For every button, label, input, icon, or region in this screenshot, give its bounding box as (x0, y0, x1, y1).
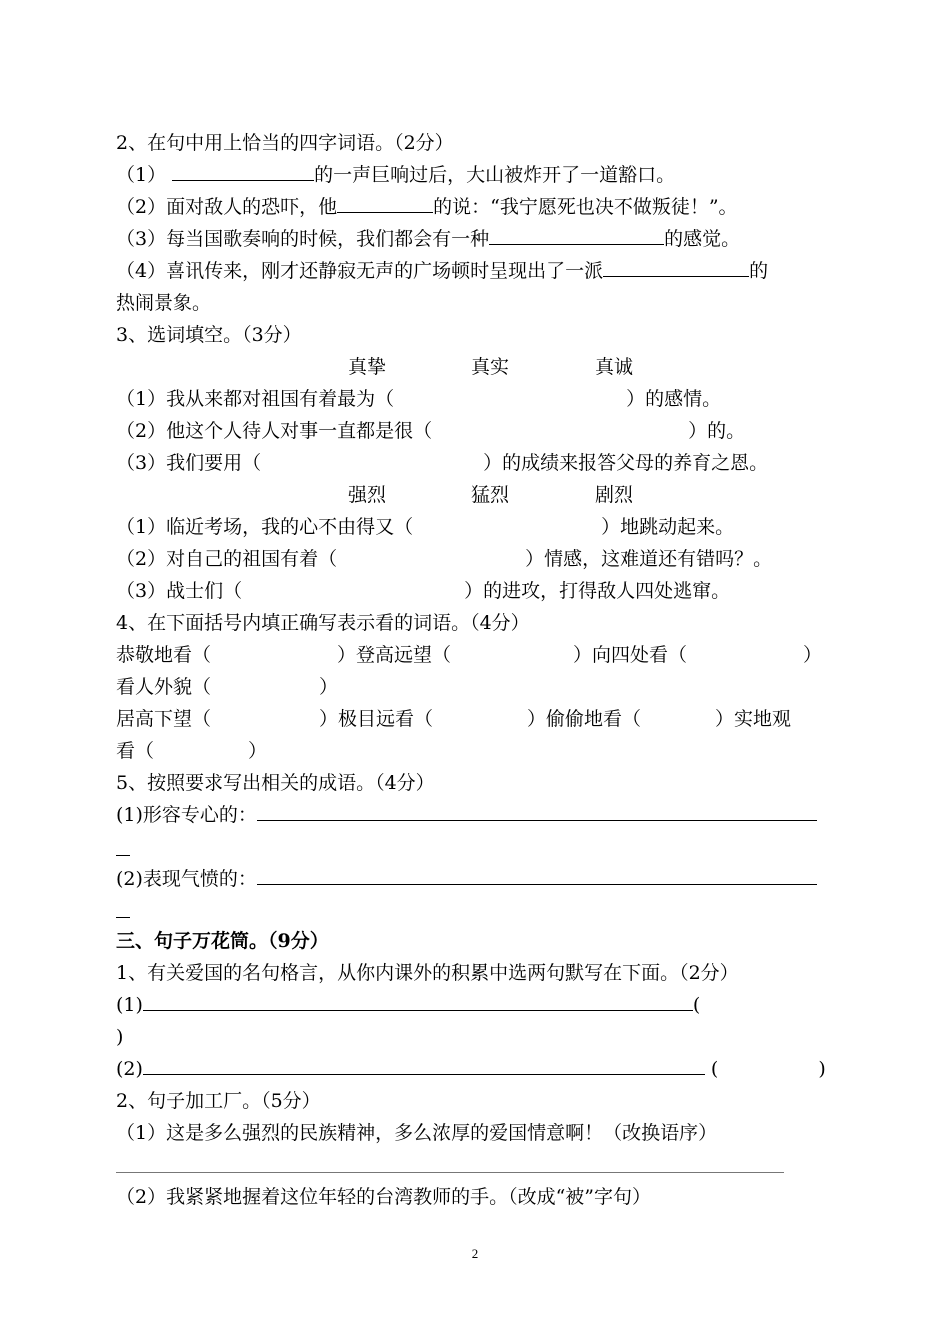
q4-row-3 (116, 706, 791, 732)
q2-item-3 (116, 226, 740, 252)
look-word-label: ）登高远望（ (337, 644, 452, 666)
q4-row-4 (116, 738, 267, 764)
q3b-item-1 (116, 514, 734, 540)
q3b-item-3 (116, 578, 730, 604)
paren-open: ( (692, 994, 701, 1016)
q3b-item-2 (116, 546, 772, 572)
q5-item-1 (116, 802, 817, 828)
item-text-after: 的说：“我宁愿死也决不做叛徒！”。 (433, 196, 738, 218)
item-text-after: ）的。 (688, 420, 746, 442)
q2-item-4 (116, 258, 768, 284)
item-text-after: 的一声巨响过后，大山被炸开了一道豁口。 (314, 164, 676, 186)
paren-close: ) (818, 1058, 826, 1080)
item-number: （2） (116, 548, 167, 570)
answer-line[interactable] (143, 992, 693, 1011)
paren-close: ） (248, 740, 268, 762)
q4-heading: 4、在下面括号内填正确写表示看的词语。（4分） (116, 612, 530, 634)
answer-line-wrap (116, 855, 130, 856)
q5-heading: 5、按照要求写出相关的成语。（4分） (116, 772, 435, 794)
answer-line[interactable] (143, 1056, 705, 1075)
look-word-label: ）实地观 (715, 708, 792, 730)
q2-heading: 2、在句中用上恰当的四字词语。（2分） (116, 132, 454, 154)
page-number: 2 (471, 1246, 479, 1261)
paren-close: ） (319, 676, 339, 698)
look-word-label: 居高下望（ (116, 708, 212, 730)
q3-options-a (348, 354, 633, 380)
q3a-item-3 (116, 450, 768, 476)
item-text-before: 临近考场，我的心不由得又（ (166, 516, 414, 538)
answer-line[interactable] (116, 1172, 784, 1173)
answer-blank[interactable] (337, 194, 433, 213)
look-word-label: ）向四处看（ (573, 644, 688, 666)
item-label: (2)表现气愤的： (116, 868, 257, 890)
item-number: （2） (116, 420, 167, 442)
paren-close: ） (803, 644, 823, 666)
item-number: （2） (116, 196, 167, 218)
q3a-item-1 (116, 386, 721, 412)
item-label: (1) (116, 994, 143, 1016)
item-label: (1)形容专心的： (116, 804, 257, 826)
q2-item-2 (116, 194, 738, 220)
answer-blank[interactable] (489, 226, 664, 245)
q5-item-2 (116, 866, 817, 892)
q2-item-4-continued: 热闹景象。 (116, 292, 212, 314)
item-text-before: 我们要用（ (166, 452, 262, 474)
q4-row-2 (116, 674, 338, 700)
word-option: 真实 (471, 356, 510, 378)
item-number: （3） (116, 228, 167, 250)
item-label: (2) (116, 1058, 143, 1080)
paren-open: ( (710, 1058, 719, 1080)
answer-blank[interactable] (172, 162, 314, 181)
item-text-after: 的感觉。 (664, 228, 741, 250)
item-text-after: ）的感情。 (626, 388, 722, 410)
word-option: 猛烈 (471, 484, 510, 506)
look-word-label: ）偷偷地看（ (527, 708, 642, 730)
q3-options-b (348, 482, 633, 508)
word-option: 强烈 (348, 484, 387, 506)
section-3-heading: 三、句子万花筒。（9分） (116, 930, 329, 952)
item-text-before: 面对敌人的恐吓，他 (166, 196, 338, 218)
q3-heading: 3、选词填空。（3分） (116, 324, 302, 346)
s3-q2-item-1: （1）这是多么强烈的民族精神，多么浓厚的爱国情意啊！（改换语序） (116, 1122, 718, 1144)
item-text-before: 我从来都对祖国有着最为（ (166, 388, 395, 410)
item-text-after: ）的进攻，打得敌人四处逃窜。 (464, 580, 731, 602)
answer-blank[interactable] (603, 258, 749, 277)
s3-q1-item-1-paren: ) (116, 1026, 124, 1048)
item-number: （3） (116, 580, 167, 602)
item-number: （1） (116, 388, 167, 410)
item-number: （4） (116, 260, 167, 282)
item-text-before: 他这个人待人对事一直都是很（ (166, 420, 433, 442)
s3-q2-item-2: （2）我紧紧地握着这位年轻的台湾教师的手。（改成“被”字句） (116, 1186, 652, 1208)
look-word-label: ）极目远看（ (319, 708, 434, 730)
item-number: （1） (116, 164, 167, 186)
item-text-before: 战士们（ (166, 580, 243, 602)
q3a-item-2 (116, 418, 745, 444)
item-text-before: 喜讯传来，刚才还静寂无声的广场顿时呈现出了一派 (166, 260, 604, 282)
s3-q1-heading: 1、有关爱国的名句格言，从你内课外的积累中选两句默写在下面。（2分） (116, 962, 739, 984)
item-number: （3） (116, 452, 167, 474)
item-number: （1） (116, 516, 167, 538)
answer-line[interactable] (257, 802, 817, 821)
item-text-before: 对自己的祖国有着（ (166, 548, 338, 570)
word-option: 剧烈 (595, 484, 634, 506)
item-text-after: ）情感，这难道还有错吗？。 (525, 548, 773, 570)
word-option: 真挚 (348, 356, 387, 378)
item-text-after: 的 (749, 260, 769, 282)
s3-q1-item-1 (116, 992, 700, 1018)
s3-q1-item-2 (116, 1056, 826, 1082)
q4-row-1 (116, 642, 822, 668)
s3-q2-heading: 2、句子加工厂。（5分） (116, 1090, 321, 1112)
item-text-after: ）的成绩来报答父母的养育之恩。 (483, 452, 769, 474)
look-word-label: 看（ (116, 740, 155, 762)
q2-item-1 (116, 162, 675, 188)
item-text-before: 每当国歌奏响的时候，我们都会有一种 (166, 228, 490, 250)
item-text-after: ）地跳动起来。 (601, 516, 735, 538)
word-option: 真诚 (595, 356, 634, 378)
answer-line-wrap (116, 917, 130, 918)
look-word-label: 恭敬地看（ (116, 644, 212, 666)
look-word-label: 看人外貌（ (116, 676, 212, 698)
answer-line[interactable] (257, 866, 817, 885)
